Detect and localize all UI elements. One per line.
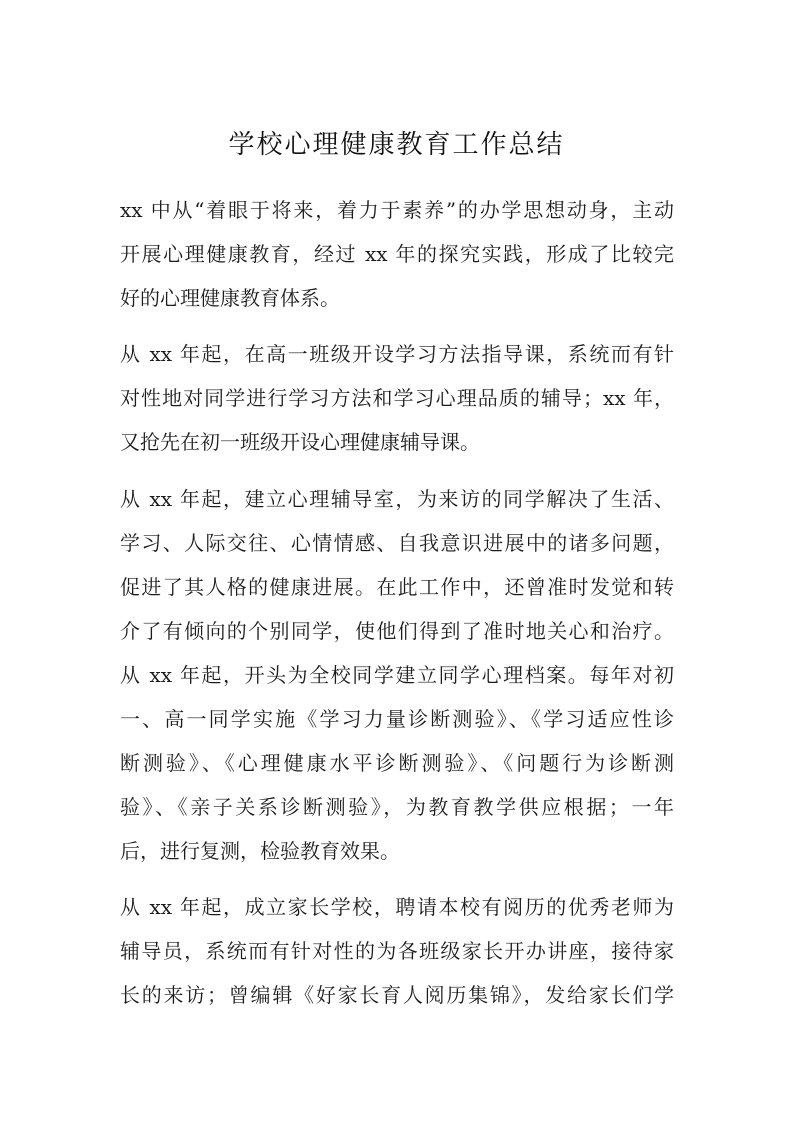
paragraph-4-line-3: 长的来访；曾编辑《好家长育人阅历集锦》，发给家长们学: [120, 983, 674, 1007]
paragraph-4-line-2: 辅导员，系统而有针对性的为各班级家长开办讲座，接待家: [120, 939, 674, 963]
paragraph-3-line-1: 从 xx 年起，建立心理辅导室，为来访的同学解决了生活、: [120, 487, 674, 511]
paragraph-2-line-3: 又抢先在初一班级开设心理健康辅导课。: [120, 430, 480, 454]
paragraph-1-line-1: xx 中从“着眼于将来，着力于素养”的办学思想动身，主动: [120, 198, 674, 222]
paragraph-3-line-8: 验》、《亲子关系诊断测验》，为教育教学供应根据；一年: [120, 795, 674, 819]
paragraph-2-line-1: 从 xx 年起，在高一班级开设学习方法指导课，系统而有针: [120, 342, 674, 366]
paragraph-1-line-2: 开展心理健康教育，经过 xx 年的探究实践，形成了比较完: [120, 242, 674, 266]
paragraph-3-line-2: 学习、人际交往、心情情感、自我意识进展中的诸多问题，: [120, 531, 674, 555]
paragraph-3-line-5: 从 xx 年起，开头为全校同学建立同学心理档案。每年对初: [120, 663, 674, 687]
document-title: 学校心理健康教育工作总结: [228, 130, 565, 160]
paragraph-3-line-3: 促进了其人格的健康进展。在此工作中，还曾准时发觉和转: [120, 575, 674, 599]
paragraph-2-line-2: 对性地对同学进行学习方法和学习心理品质的辅导；xx 年，: [120, 386, 674, 410]
paragraph-3-line-4: 介了有倾向的个别同学，使他们得到了准时地关心和治疗。: [120, 619, 674, 643]
paragraph-3-line-6: 一、高一同学实施《学习力量诊断测验》、《学习适应性诊: [120, 707, 674, 731]
paragraph-1-line-3: 好的心理健康教育体系。: [120, 286, 340, 310]
paragraph-3-line-7: 断测验》、《心理健康水平诊断测验》、《问题行为诊断测: [120, 751, 674, 775]
paragraph-3-line-9: 后，进行复测，检验教育效果。: [120, 839, 400, 863]
paragraph-4-line-1: 从 xx 年起，成立家长学校，聘请本校有阅历的优秀老师为: [120, 895, 674, 919]
